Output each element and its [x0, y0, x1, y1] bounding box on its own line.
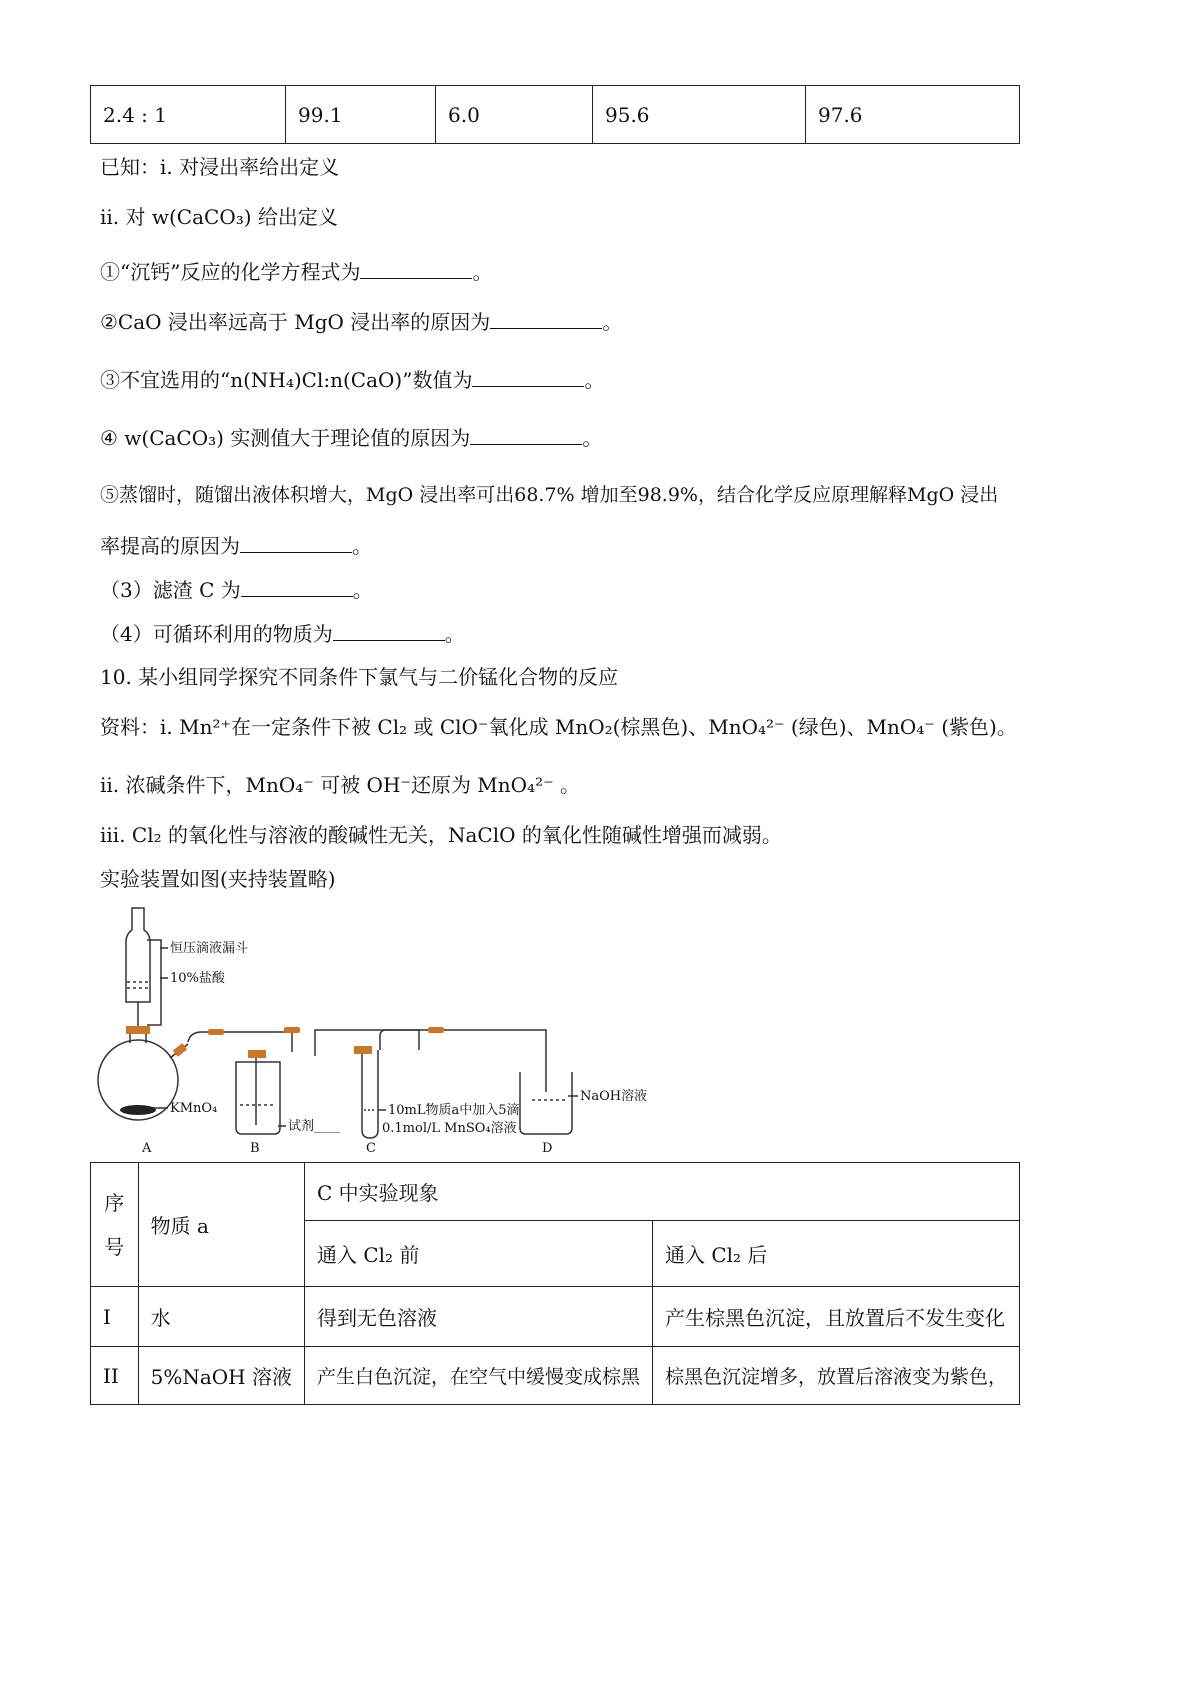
question-3: ③不宜选用的“n(NH₄)Cl:n(CaO)”数值为 。: [100, 368, 605, 392]
table-header-row: [91, 1163, 1020, 1221]
table-row: [91, 86, 1020, 144]
question-7: （4）可循环利用的物质为 。: [100, 622, 465, 646]
kmno4-solid: [120, 1105, 156, 1115]
row-before: 得到无色溶液: [304, 1287, 652, 1347]
known-ii: ii. 对 w(CaCO₃) 给出定义: [100, 205, 338, 229]
q10-info-iii: iii. Cl₂ 的氧化性与溶液的酸碱性无关，NaClO 的氧化性随碱性增强而减弱。: [100, 823, 782, 847]
test-tube-c: [362, 1050, 378, 1138]
svg-text:KMnO₄: KMnO₄: [170, 1101, 218, 1116]
svg-text:0.1mol/L MnSO₄溶液: 0.1mol/L MnSO₄溶液: [382, 1121, 517, 1136]
svg-text:D: D: [542, 1141, 553, 1156]
svg-text:10%盐酸: 10%盐酸: [170, 971, 225, 986]
q10-info-ii: ii. 浓碱条件下，MnO₄⁻ 可被 OH⁻还原为 MnO₄²⁻ 。: [100, 773, 581, 797]
question-6: （3）滤渣 C 为 。: [100, 578, 373, 602]
answer-blank[interactable]: [360, 258, 472, 279]
row-after: 棕黑色沉淀增多，放置后溶液变为紫色，: [652, 1347, 1019, 1405]
table-cell: 6.0: [436, 86, 593, 144]
q10-title: 10. 某小组同学探究不同条件下氯气与二价锰化合物的反应: [100, 665, 619, 689]
svg-text:恒压滴液漏斗: 恒压滴液漏斗: [170, 941, 249, 956]
table-cell: 97.6: [806, 86, 1020, 144]
bottle-b: [236, 1062, 280, 1134]
header-after: 通入 Cl₂ 后: [652, 1221, 1019, 1287]
header-before: 通入 Cl₂ 前: [304, 1221, 652, 1287]
table-cell: 95.6: [593, 86, 806, 144]
row-substance: 水: [138, 1287, 304, 1347]
answer-blank[interactable]: [472, 366, 584, 387]
svg-text:试剂____: 试剂____: [288, 1119, 341, 1134]
apparatus-diagram: [90, 900, 690, 1160]
row-before: 产生白色沉淀，在空气中缓慢变成棕黑: [304, 1347, 652, 1405]
table-cell: 99.1: [286, 86, 436, 144]
q10-info-i: 资料：i. Mn²⁺在一定条件下被 Cl₂ 或 ClO⁻氧化成 MnO₂(棕黑色)、MnO₄²⁻ (绿色)、MnO₄⁻ (紫色)。: [100, 715, 1017, 739]
svg-text:B: B: [250, 1141, 260, 1156]
svg-text:10mL物质a中加入5滴: 10mL物质a中加入5滴: [388, 1103, 520, 1118]
header-substance: 物质 a: [138, 1163, 304, 1287]
row-no: I: [91, 1287, 139, 1347]
table-row: [91, 1347, 1020, 1405]
table-cell: 2.4 : 1: [91, 86, 286, 144]
answer-blank[interactable]: [333, 620, 445, 641]
answer-blank[interactable]: [470, 424, 582, 445]
svg-text:NaOH溶液: NaOH溶液: [580, 1089, 648, 1104]
question-2: ②CaO 浸出率远高于 MgO 浸出率的原因为 。: [100, 310, 623, 334]
q10-setup: 实验装置如图(夹持装置略): [100, 867, 336, 891]
table-row: [91, 1287, 1020, 1347]
question-5-line1: ⑤蒸馏时，随馏出液体积增大，MgO 浸出率可出68.7% 增加至98.9%，结合化学反应原理解释MgO 浸出: [100, 484, 999, 506]
known-i: 已知：i. 对浸出率给出定义: [100, 155, 340, 179]
row-no: II: [91, 1347, 139, 1405]
question-5-line2: 率提高的原因为 。: [100, 534, 372, 558]
result-table: [90, 1162, 1020, 1405]
row-substance: 5%NaOH 溶液: [138, 1347, 304, 1405]
header-c-phenomenon: C 中实验现象: [304, 1163, 1019, 1221]
answer-blank[interactable]: [490, 308, 602, 329]
question-4: ④ w(CaCO₃) 实测值大于理论值的原因为 。: [100, 426, 603, 450]
svg-text:A: A: [142, 1141, 152, 1156]
answer-blank[interactable]: [241, 576, 353, 597]
answer-blank[interactable]: [240, 532, 352, 553]
row-after: 产生棕黑色沉淀，且放置后不发生变化: [652, 1287, 1019, 1347]
top-table: [90, 85, 1020, 144]
question-1: ①“沉钙”反应的化学方程式为 。: [100, 260, 493, 284]
header-no: 序号: [91, 1163, 139, 1287]
svg-text:C: C: [366, 1141, 376, 1156]
